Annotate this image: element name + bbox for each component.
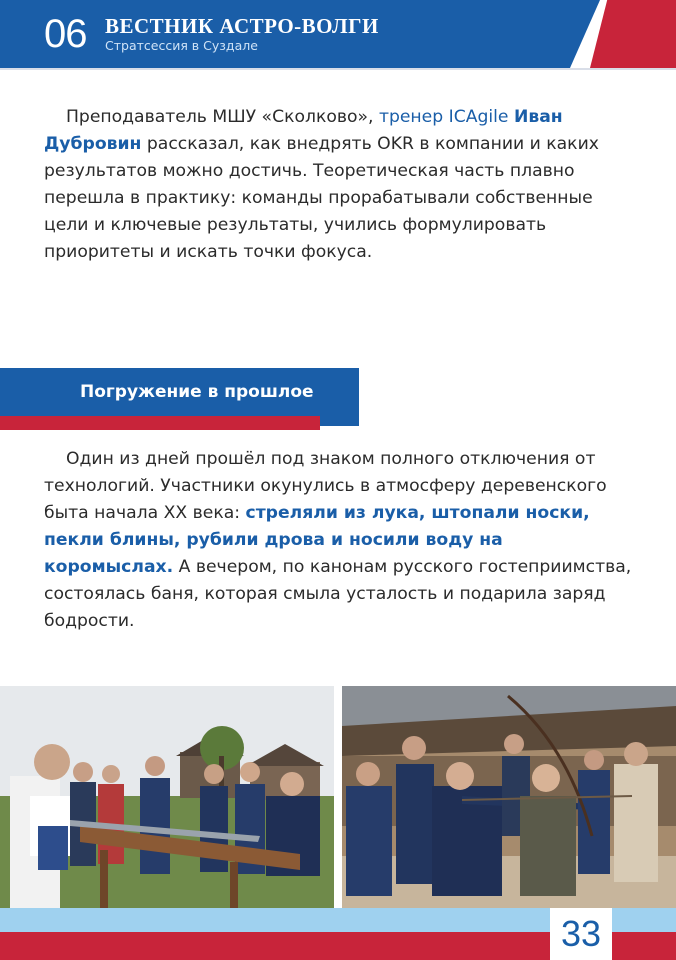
magazine-title: ВЕСТНИК АСТРО-ВОЛГИ — [105, 14, 379, 38]
header-red-corner — [590, 0, 676, 68]
section-title: Погружение в прошлое — [80, 382, 314, 402]
paragraph-highlight: тренер ICAgile — [378, 107, 514, 127]
paragraph-name: Иван Дубровин — [44, 107, 563, 154]
photo-sawing — [0, 686, 334, 908]
page-number: 33 — [560, 913, 602, 954]
paragraph-text: Преподаватель МШУ «Сколково», — [66, 107, 379, 127]
paragraph-text: Один из дней прошёл под знаком полного отключения от технологий. Участники окунулись в атмосферу деревенского быта начала XX века: — [44, 449, 607, 523]
paragraph-text: рассказал, как внедрять OKR в компании и каких результатов можно достичь. Теоретическая часть плавно перешла в практику: команды прорабатывали собственные цели и ключевые результаты, учились формулировать приоритеты и искать точки фокуса. — [44, 134, 599, 262]
magazine-subtitle: Стратсессия в Суздале — [105, 38, 258, 53]
paragraph-teacher — [44, 104, 636, 266]
photo-archery — [342, 686, 676, 908]
section-heading-underline — [0, 416, 320, 430]
issue-number: 06 — [44, 12, 87, 56]
section-heading — [0, 368, 359, 426]
paragraph-highlight: стреляли из лука, штопали носки, пекли блины, рубили дрова и носили воду на коромыслах. — [44, 503, 590, 577]
paragraph-text: А вечером, по канонам русского гостеприимства, состоялась баня, которая смыла усталость и подарила заряд бодрости. — [44, 557, 632, 631]
page-header — [0, 0, 676, 70]
paragraph-past — [44, 446, 636, 635]
